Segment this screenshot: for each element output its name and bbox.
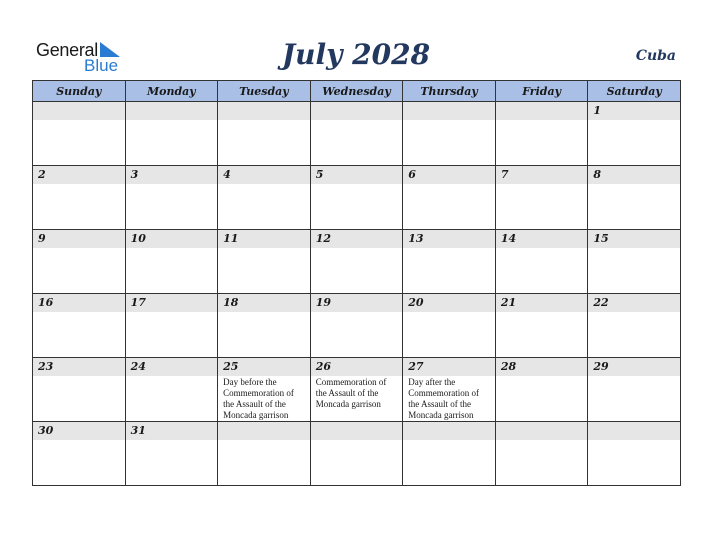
- day-cell[interactable]: [125, 230, 218, 294]
- day-cell[interactable]: [310, 358, 403, 422]
- day-number-band: [218, 294, 310, 312]
- day-number: 27: [408, 360, 424, 373]
- day-number: 9: [38, 232, 46, 245]
- week-row: [33, 230, 681, 294]
- day-number: 21: [500, 296, 517, 309]
- day-number-band: [126, 422, 218, 440]
- day-number: 13: [408, 232, 424, 245]
- day-cell[interactable]: [218, 358, 311, 422]
- day-number-band: [403, 166, 495, 184]
- day-number: 25: [223, 360, 239, 373]
- day-cell[interactable]: [33, 294, 126, 358]
- weekday-header-row: [33, 81, 681, 102]
- calendar-body: [33, 102, 681, 486]
- day-number-band: [403, 358, 495, 376]
- day-number-band: [126, 358, 218, 376]
- day-number-band: [496, 166, 588, 184]
- day-number: 17: [130, 296, 146, 309]
- calendar-grid: [32, 80, 681, 486]
- day-cell[interactable]: [310, 422, 403, 486]
- weekday-wednesday: Wednesday: [310, 81, 403, 102]
- day-number-band: [588, 166, 680, 184]
- day-cell[interactable]: [403, 422, 496, 486]
- day-number-band: [33, 422, 125, 440]
- day-number: 15: [593, 232, 609, 245]
- day-number-band: [496, 230, 588, 248]
- holiday-note: Day before the Commemoration of the Assault of the Moncada garrison: [223, 377, 294, 420]
- day-cell[interactable]: [495, 102, 588, 166]
- day-number: 5: [315, 168, 324, 181]
- day-cell[interactable]: [218, 230, 311, 294]
- day-number: 28: [500, 360, 517, 373]
- day-number: [311, 422, 403, 424]
- day-number-band: [218, 358, 310, 376]
- day-cell[interactable]: [588, 294, 681, 358]
- day-cell[interactable]: [495, 422, 588, 486]
- day-number-band: [33, 166, 125, 184]
- weekday-saturday: Saturday: [588, 81, 681, 102]
- day-number: 18: [223, 296, 239, 309]
- day-number-band: [588, 422, 680, 440]
- day-cell[interactable]: [33, 102, 126, 166]
- day-number-band: [33, 102, 125, 120]
- country-label: Cuba: [635, 48, 676, 64]
- page-title: July 2028: [281, 38, 431, 71]
- day-number-band: [403, 102, 495, 120]
- day-cell[interactable]: [125, 102, 218, 166]
- day-number-band: [311, 422, 403, 440]
- day-number: 20: [408, 296, 424, 309]
- day-number: [218, 102, 310, 104]
- day-number: 16: [38, 296, 54, 309]
- day-number-band: [218, 422, 310, 440]
- day-cell[interactable]: [218, 294, 311, 358]
- day-cell[interactable]: [218, 102, 311, 166]
- weekday-sunday: Sunday: [33, 81, 126, 102]
- day-number: [218, 422, 310, 424]
- day-number: 26: [315, 360, 331, 373]
- day-number-band: [33, 358, 125, 376]
- day-cell[interactable]: [33, 358, 126, 422]
- day-cell[interactable]: [310, 102, 403, 166]
- day-cell[interactable]: [125, 358, 218, 422]
- day-number-band: [588, 102, 680, 120]
- weekday-thursday: Thursday: [403, 81, 496, 102]
- day-cell[interactable]: [310, 230, 403, 294]
- day-number-band: [311, 294, 403, 312]
- day-number-band: [218, 230, 310, 248]
- day-number: [496, 422, 588, 424]
- day-number-band: [218, 102, 310, 120]
- day-number-band: [126, 102, 218, 120]
- day-number: 30: [38, 424, 54, 437]
- day-number: 10: [130, 232, 146, 245]
- day-number-band: [311, 166, 403, 184]
- holiday-note: Commemoration of the Assault of the Moncada garrison: [315, 377, 387, 409]
- day-cell[interactable]: [125, 166, 218, 230]
- day-number: 2: [38, 168, 46, 181]
- week-row: [33, 166, 681, 230]
- day-number-band: [126, 230, 218, 248]
- day-number: 7: [500, 168, 509, 181]
- day-cell[interactable]: [403, 230, 496, 294]
- day-number-band: [588, 358, 680, 376]
- day-number: 29: [593, 360, 609, 373]
- day-number: 3: [130, 168, 139, 181]
- day-cell[interactable]: [495, 294, 588, 358]
- weekday-friday: Friday: [495, 81, 588, 102]
- week-row: [33, 422, 681, 486]
- day-number: [496, 102, 588, 104]
- day-number: 11: [223, 232, 239, 245]
- day-cell[interactable]: [588, 102, 681, 166]
- day-number: 14: [500, 232, 517, 245]
- day-number-band: [33, 230, 125, 248]
- day-number: 4: [223, 168, 231, 181]
- day-cell[interactable]: [588, 230, 681, 294]
- day-cell[interactable]: [33, 230, 126, 294]
- day-number: [588, 422, 680, 424]
- day-number: 1: [593, 104, 602, 117]
- day-number-band: [588, 294, 680, 312]
- day-cell[interactable]: [495, 358, 588, 422]
- day-cell[interactable]: [310, 166, 403, 230]
- day-number: [126, 102, 218, 104]
- day-number-band: [126, 166, 218, 184]
- day-number-band: [496, 294, 588, 312]
- day-number: 6: [408, 168, 416, 181]
- day-cell[interactable]: [218, 422, 311, 486]
- day-number-band: [218, 166, 310, 184]
- day-number-band: [403, 422, 495, 440]
- day-cell[interactable]: [218, 166, 311, 230]
- day-number-band: [126, 294, 218, 312]
- day-number-band: [403, 294, 495, 312]
- day-cell[interactable]: [495, 166, 588, 230]
- day-number-band: [496, 422, 588, 440]
- day-cell[interactable]: [33, 166, 126, 230]
- day-number-band: [311, 358, 403, 376]
- week-row: [33, 294, 681, 358]
- day-cell[interactable]: [403, 102, 496, 166]
- day-cell[interactable]: [588, 166, 681, 230]
- day-number: 12: [315, 232, 331, 245]
- logo-word-blue: Blue: [84, 56, 119, 75]
- day-number: 8: [593, 168, 602, 181]
- day-number-band: [403, 230, 495, 248]
- holiday-note: Day after the Commemoration of the Assault of the Moncada garrison: [408, 377, 479, 420]
- day-number: 31: [130, 424, 146, 437]
- day-cell[interactable]: [125, 294, 218, 358]
- logo-word-general: General: [36, 40, 98, 60]
- day-cell[interactable]: [403, 294, 496, 358]
- weekday-tuesday: Tuesday: [218, 81, 311, 102]
- day-cell[interactable]: [33, 422, 126, 486]
- day-number-band: [496, 358, 588, 376]
- day-number-band: [33, 294, 125, 312]
- day-number-band: [588, 230, 680, 248]
- day-number-band: [496, 102, 588, 120]
- week-row: [33, 102, 681, 166]
- day-number-band: [311, 230, 403, 248]
- day-number: 24: [130, 360, 146, 373]
- day-number: 19: [315, 296, 331, 309]
- week-row: [33, 358, 681, 422]
- day-cell[interactable]: [125, 422, 218, 486]
- day-cell[interactable]: [403, 358, 496, 422]
- day-number: [403, 102, 495, 104]
- day-number: [33, 102, 125, 104]
- day-number-band: [311, 102, 403, 120]
- day-number: 22: [593, 296, 609, 309]
- weekday-monday: Monday: [125, 81, 218, 102]
- day-cell[interactable]: [588, 422, 681, 486]
- day-cell[interactable]: [588, 358, 681, 422]
- day-cell[interactable]: [310, 294, 403, 358]
- day-cell[interactable]: [403, 166, 496, 230]
- day-number: [403, 422, 495, 424]
- day-number: 23: [38, 360, 54, 373]
- day-number: [311, 102, 403, 104]
- day-cell[interactable]: [495, 230, 588, 294]
